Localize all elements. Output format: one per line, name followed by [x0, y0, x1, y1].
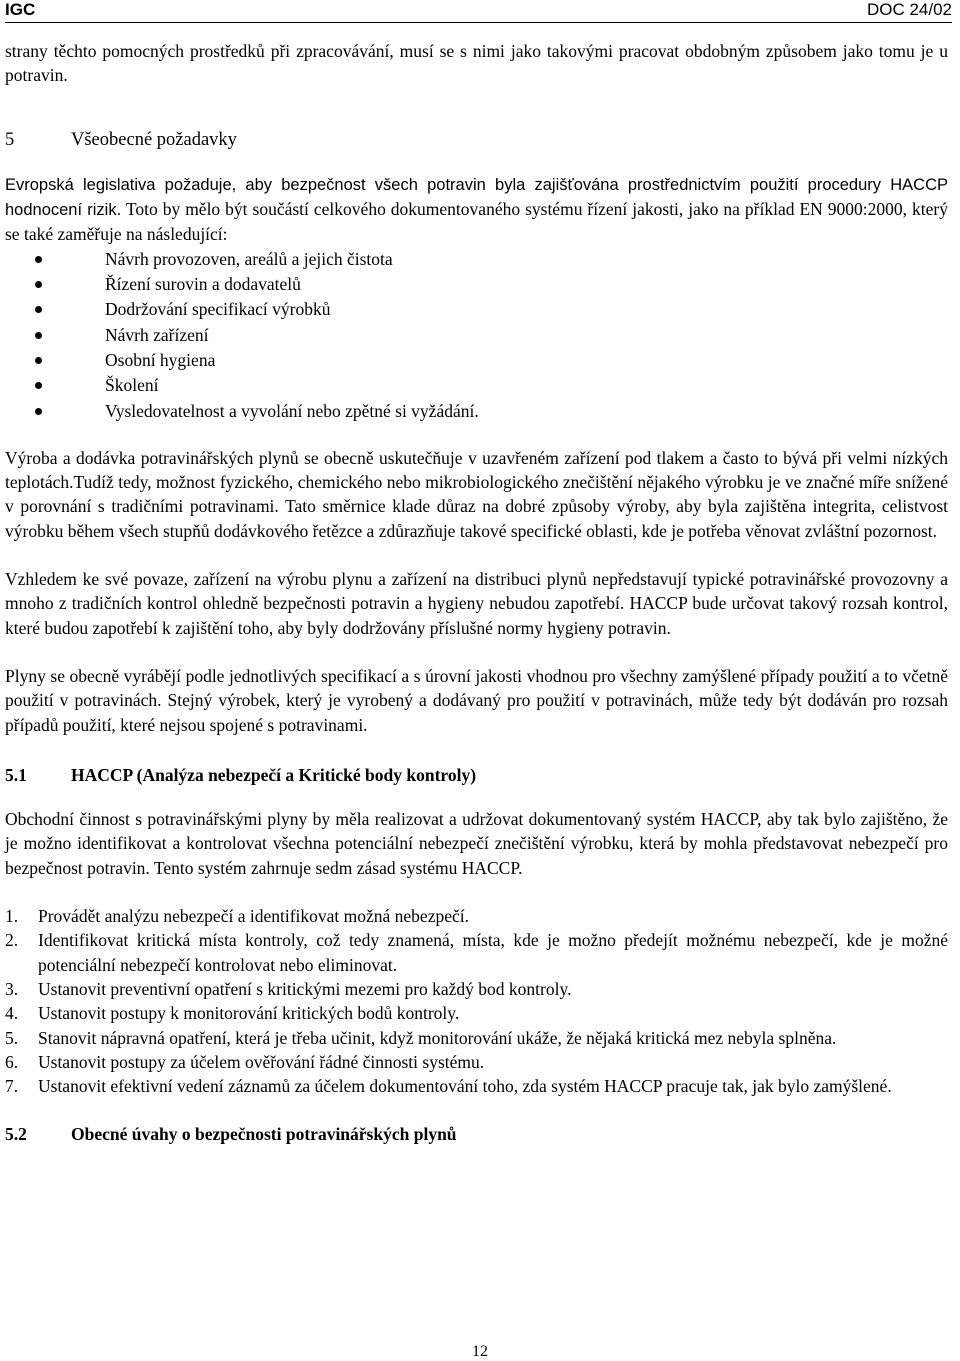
list-item: 7. Ustanovit efektivní vedení záznamů za účelem dokumentování toho, zda systém HACCP pracuje tak, jak bylo zamýšlené.: [5, 1076, 892, 1097]
section-title: Všeobecné požadavky: [71, 129, 237, 150]
list-item: Dodržování specifikací výrobků: [5, 297, 948, 322]
list-item: Řízení surovin a dodavatelů: [5, 272, 948, 297]
list-item: Návrh provozoven, areálů a jejich čistota: [5, 247, 948, 272]
section-5-heading: [5, 128, 948, 152]
list-item: Osobní hygiena: [5, 348, 948, 373]
section-title: Obecné úvahy o bezpečnosti potravinářských plynů: [71, 1124, 457, 1145]
document-body: [5, 39, 948, 1167]
paragraph-serif-part: Toto by mělo být součástí celkového dokumentovaného systému řízení jakosti, jako na příklad EN 9000:2000, který se také zaměřuje na následující:: [5, 199, 948, 245]
list-item: 6. Ustanovit postupy za účelem ověřování řádné činnosti systému.: [5, 1051, 485, 1072]
requirements-bullet-list: [5, 247, 948, 424]
list-item: 3. Ustanovit preventivní opatření s kritickými mezemi pro každý bod kontroly.: [5, 978, 572, 999]
section-5-paragraph-4: Plyny se obecně vyrábějí podle jednotlivých specifikací a s úrovní jakosti vhodnou pro všechny zamýšlené případy použití a to včetně použití v potravinách. Stejný výrobek, který je vyrobený a dodávaný pro použití v potravinách, může tedy být dodáván pro rozsah případů použití, které nejsou spojené s potravinami.: [5, 665, 948, 735]
section-5-paragraph-3: Vzhledem ke své povaze, zařízení na výrobu plynu a zařízení na distribuci plynů nepředstavují typické potravinářské provozovny a mnoho z tradičních kontrol ohledně bezpečnosti potravin a hygieny nebudou zapotřebí. HACCP bude určovat takový rozsah kontrol, které budou zapotřebí k zajištění toho, aby byly dodržovány příslušné normy hygieny potravin.: [5, 569, 948, 638]
list-item: 5. Stanovit nápravná opatření, která je třeba učinit, když monitorování ukáže, že nějaká kritická mez nebyla splněna.: [5, 1027, 837, 1048]
list-item: 4. Ustanovit postupy k monitorování kritických bodů kontroly.: [5, 1003, 460, 1024]
haccp-principles-list: [5, 904, 948, 1098]
section-5-1-paragraph: Obchodní činnost s potravinářskými plyny by měla realizovat a udržovat dokumentovaný systém HACCP, aby tak bylo zajištěno, že je možno identifikovat a kontrolovat všechna potenciální nebezpečí znečištění výrobku, která by mohla představovat nebezpečí pro bezpečnost potravin. Tento systém zahrnuje sedm zásad systému HACCP.: [5, 809, 948, 878]
list-item: 1. Provádět analýzu nebezpečí a identifikovat možná nebezpečí.: [5, 906, 469, 927]
section-number: 5.1: [5, 764, 27, 785]
list-item: 2. Identifikovat kritická místa kontroly, což tedy znamená, místa, kde je možno předejít možnému nebezpečí, kde je možné potenciální nebezpečí kontrolovat nebo eliminovat.: [5, 930, 948, 975]
section-number: 5: [5, 129, 15, 150]
header-org: IGC: [5, 0, 36, 19]
header-doc-number: DOC 24/02: [866, 0, 952, 19]
list-item: Vysledovatelnost a vyvolání nebo zpětné si vyžádání.: [5, 399, 948, 424]
section-5-paragraph-2: Výroba a dodávka potravinářských plynů se obecně uskutečňuje v uzavřeném zařízení pod tlakem a často to bývá při velmi nízkých teplotách.Tudíž tedy, možnost fyzického, chemického nebo mikrobiologického znečištění nějakého výrobku je ve značné míře snížené v porovnání s tradičními potravinami. Tato směrnice klade důraz na dobré způsoby výroby, aby byla zajištěna integrita, celistvost výrobku během všech stupňů dodávkového řetězce a zdůrazňuje takové specifické oblasti, kde je potřeba věnovat zvláštní pozornost.: [5, 447, 948, 541]
section-title: HACCP (Analýza nebezpečí a Kritické body kontroly): [71, 764, 477, 785]
section-number: 5.2: [5, 1124, 27, 1145]
list-item: Školení: [5, 373, 948, 398]
section-5-2-heading: [5, 1122, 948, 1146]
intro-paragraph: strany těchto pomocných prostředků při zpracovávání, musí se s nimi jako takovými pracovat obdobným způsobem jako tomu je u potravin.: [5, 41, 948, 86]
paragraph-sans-part: Evropská legislativa požaduje, aby bezpečnost všech potravin byla zajišťována prostřednictvím použití procedury HACCP hodnocení rizik.: [5, 175, 948, 220]
section-5-1-heading: [5, 763, 948, 787]
page-header: [5, 0, 952, 23]
section-5-paragraph-1: [5, 172, 948, 247]
page-number: 12: [472, 1343, 488, 1360]
list-item: Návrh zařízení: [5, 323, 948, 348]
